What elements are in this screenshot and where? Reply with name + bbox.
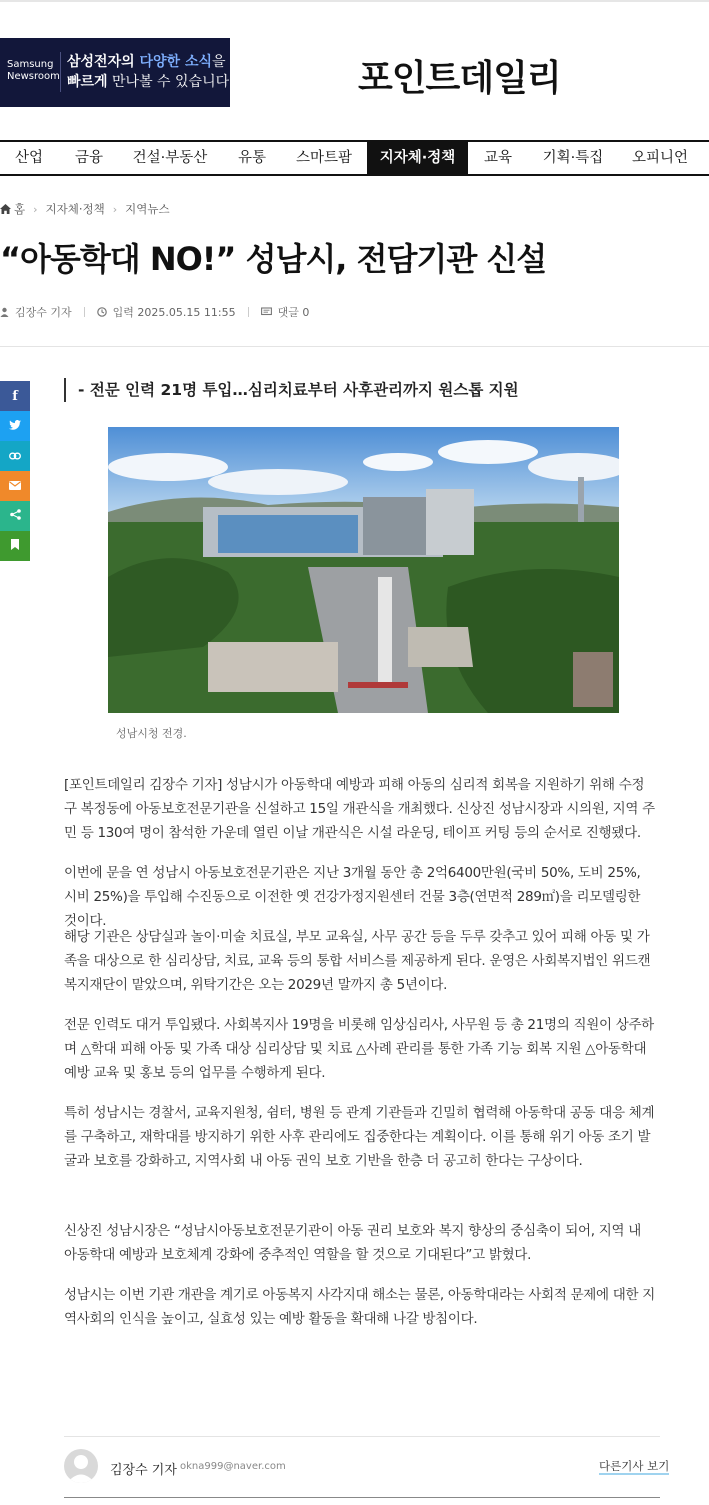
- more-articles-link[interactable]: 다른기사 보기: [599, 1459, 670, 1473]
- article-paragraph: 특히 성남시는 경찰서, 교육지원청, 쉼터, 병원 등 관계 기관들과 긴밀히 협력해 아동학대 공동 대응 체계를 구축하고, 재학대를 방지하기 위한 사후 관리에도 집중한다는 계획이다. 이를 통해 위기 아동 조기 발굴과 보호를 강화하고, 지역사회 내 아동 권익 보호 기반을 한층 더 공고히 한다는 구상이다.: [64, 1105, 655, 1169]
- bookmark-icon: [11, 539, 19, 553]
- article-paragraph: 이번에 문을 연 성남시 아동보호전문기관은 지난 3개월 동안 총 2억6400만원(국비 50%, 도비 25%, 시비 25%)을 투입해 수진동으로 이전한 옛 건강가정지원센터 건물 3층(연면적 289㎡)을 리모델링한 것이다.: [64, 865, 641, 929]
- article-paragraph: 신상진 성남시장은 “성남시아동보호전문기관이 아동 권리 보호와 복지 향상의 중심축이 되어, 지역 내 아동학대 예방과 보호체계 강화에 중추적인 역할을 할 것으로 기대된다”고 밝혔다.: [64, 1223, 641, 1263]
- article-subtitle: - 전문 인력 21명 투입…심리치료부터 사후관리까지 원스톱 지원: [64, 378, 519, 402]
- nav-item-smartfarm[interactable]: 스마트팜: [295, 150, 353, 166]
- mail-share-button[interactable]: [0, 471, 30, 501]
- nav-item-construction[interactable]: 건설·부동산: [132, 150, 208, 166]
- mail-icon: [9, 479, 21, 493]
- author-box-bottom-line: [64, 1497, 660, 1498]
- nav-item-local-policy[interactable]: 지자체·정책: [367, 142, 468, 174]
- breadcrumb-home-label: 홈: [14, 202, 26, 216]
- nav-item-distribution[interactable]: 유통: [237, 150, 266, 166]
- banner-text-1a: 삼성전자의: [67, 54, 140, 70]
- reporter-name: 김장수 기자: [15, 306, 72, 319]
- author-name: 김장수 기자: [110, 1463, 177, 1478]
- share-button[interactable]: [0, 501, 30, 531]
- banner-text-2b: 만나볼 수 있습니다.: [107, 74, 234, 90]
- banner-brand-line1: Samsung: [7, 59, 54, 70]
- chevron-right-icon: ›: [112, 202, 118, 216]
- breadcrumb-section[interactable]: 지자체·정책: [45, 202, 105, 216]
- nav-item-industry[interactable]: 산업: [14, 150, 43, 166]
- share-bar: [0, 381, 30, 561]
- user-icon: [0, 307, 9, 317]
- photo-caption: 성남시청 전경.: [116, 727, 187, 740]
- site-logo[interactable]: 포인트데일리: [358, 58, 561, 99]
- nav-item-special[interactable]: 기획·특집: [542, 150, 604, 166]
- banner-text-1c: 을: [212, 54, 226, 70]
- samsung-newsroom-banner[interactable]: [0, 38, 234, 107]
- banner-text-1b: 다양한 소식: [139, 54, 212, 70]
- city-hall-photo: [108, 427, 619, 713]
- article-meta: [0, 304, 309, 320]
- breadcrumb: [0, 200, 170, 218]
- published-date: 입력 2025.05.15 11:55: [112, 306, 236, 319]
- breadcrumb-subsection[interactable]: 지역뉴스: [125, 202, 170, 216]
- comment-count[interactable]: 댓글 0: [277, 306, 310, 319]
- clock-icon: [97, 307, 107, 317]
- main-nav: [0, 140, 709, 176]
- article-paragraph: 해당 기관은 상담실과 놀이·미술 치료실, 부모 교육실, 사무 공간 등을 두루 갖추고 있어 피해 아동 및 가족을 대상으로 한 심리상담, 치료, 교육 등의 통합 서비스를 제공하게 된다. 운영은 사회복지법인 위드캔복지재단이 맡았으며, 위탁기간은 오는 2029년 말까지 총 5년이다.: [64, 929, 651, 993]
- top-border: [0, 0, 709, 2]
- bookmark-button[interactable]: [0, 531, 30, 561]
- nav-item-education[interactable]: 교육: [483, 150, 512, 166]
- nav-item-opinion[interactable]: 오피니언: [631, 150, 689, 166]
- home-icon: [0, 204, 11, 214]
- banner-separator: [60, 52, 61, 92]
- nav-item-finance[interactable]: 금융: [74, 150, 103, 166]
- author-box-divider: [64, 1436, 660, 1437]
- article-paragraph: [포인트데일리 김장수 기자] 성남시가 아동학대 예방과 피해 아동의 심리적 회복을 지원하기 위해 수정구 복정동에 아동보호전문기관을 신설하고 15일 개관식을 개최했다. 신상진 성남시장과 시의원, 지역 주민 등 130여 명이 참석한 가운데 열린 이날 개관식은 시설 라운딩, 테이프 커팅 등의 순서로 진행됐다.: [64, 777, 655, 841]
- chevron-right-icon: ›: [33, 202, 38, 216]
- meta-divider-line: [0, 346, 709, 347]
- share-icon: [10, 509, 21, 523]
- twitter-share-button[interactable]: [0, 411, 30, 441]
- banner-brand: [7, 59, 60, 83]
- breadcrumb-home[interactable]: [0, 201, 25, 217]
- copy-link-button[interactable]: [0, 441, 30, 471]
- author-email[interactable]: okna999@naver.com: [180, 1461, 286, 1472]
- banner-message: [67, 52, 234, 92]
- banner-brand-line2: Newsroom: [7, 71, 60, 82]
- article-paragraph: 전문 인력도 대거 투입됐다. 사회복지사 19명을 비롯해 임상심리사, 사무원 등 총 21명의 직원이 상주하며 △학대 피해 아동 및 가족 대상 심리상담 및 치료 △사례 관리를 통한 가족 기능 회복 지원 △아동학대 예방 교육 및 홍보 등의 업무를 수행하게 된다.: [64, 1017, 654, 1081]
- banner-text-2a: 빠르게: [67, 74, 108, 90]
- link-icon: [9, 449, 21, 463]
- facebook-share-button[interactable]: [0, 381, 30, 411]
- article-paragraph: 성남시는 이번 기관 개관을 계기로 아동복지 사각지대 해소는 물론, 아동학대라는 사회적 문제에 대한 지역사회의 인식을 높이고, 실효성 있는 예방 활동을 확대해 나갈 방침이다.: [64, 1287, 655, 1327]
- article-title: “아동학대 NO!” 성남시, 전담기관 신설: [0, 240, 547, 278]
- meta-divider: [84, 307, 85, 317]
- facebook-icon: f: [12, 388, 18, 404]
- meta-divider: [248, 307, 249, 317]
- comment-icon: [261, 307, 272, 317]
- author-avatar: [64, 1449, 98, 1483]
- twitter-icon: [9, 419, 21, 433]
